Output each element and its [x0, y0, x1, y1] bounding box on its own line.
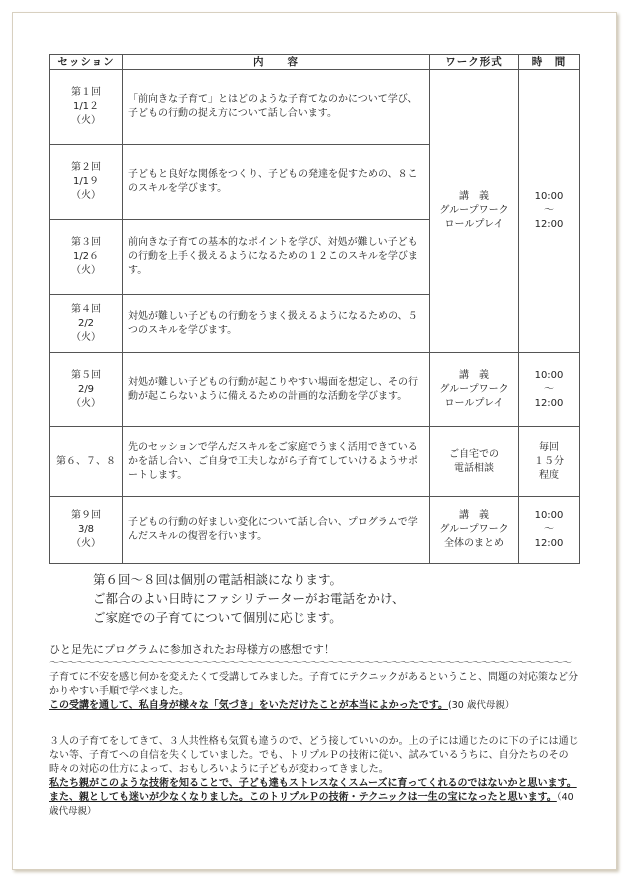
time-cell: 10:00 ～ 12:00 [519, 497, 580, 564]
testimonial-2-age: （40 歳代母親） [49, 792, 574, 817]
testimonial-1-emphasis: この受講を通して、私自身が様々な「気づき」をいただけたことが本当によかったです。 [49, 700, 448, 711]
header-work: ワーク形式 [430, 55, 519, 70]
session-cell: 第６、７、８ [50, 427, 123, 497]
content-cell: 対処が難しい子どもの行動が起こりやすい場面を想定し、その行動が起こらないように備えるための計画的な活動を学びます。 [123, 353, 430, 427]
content-cell: 前向きな子育ての基本的なポイントを学び、対処が難しい子どもの行動を上手く扱えるようになるための１２このスキルを学びます。 [123, 220, 430, 295]
testimonial-1 [49, 671, 584, 713]
table-row [50, 427, 580, 497]
header-content: 内 容 [123, 55, 430, 70]
content-cell: 先のセッションで学んだスキルをご家庭でうまく活用できているかを話し合い、ご自身で工夫しながら子育てしていけるようサポートします。 [123, 427, 430, 497]
work-format-cell: 講 義 グループワーク ロールプレイ [430, 353, 519, 427]
testimonials-heading: ひと足先にプログラムに参加されたお母様方の感想です！ [49, 643, 335, 656]
work-format-cell: ご自宅での 電話相談 [430, 427, 519, 497]
work-format-cell: 講 義 グループワーク ロールプレイ [430, 70, 519, 353]
session-cell: 第１回 1/1２ （火） [50, 70, 123, 145]
phone-consultation-notice: 第６回～８回は個別の電話相談になります。 ご都合のよい日時にファシリテーターがお電話をかけ、 ご家庭での子育てについて個別に応じます。 [93, 572, 405, 625]
header-session: セッション [50, 55, 123, 70]
session-cell: 第５回 2/9 （火） [50, 353, 123, 427]
content-cell: 「前向きな子育て」とはどのような子育てなのかについて学び、子どもの行動の捉え方について話し合います。 [123, 70, 430, 145]
testimonial-2 [49, 735, 584, 819]
session-cell: 第４回 2/2 （火） [50, 295, 123, 353]
testimonials-section [49, 643, 584, 819]
schedule-table [49, 54, 580, 564]
session-cell: 第２回 1/1９ （火） [50, 145, 123, 220]
session-cell: 第９回 3/8 （火） [50, 497, 123, 564]
time-cell: 毎回 １５分 程度 [519, 427, 580, 497]
table-row [50, 70, 580, 145]
session-cell: 第３回 1/2６ （火） [50, 220, 123, 295]
table-header-row [50, 55, 580, 70]
testimonial-1-age: (30 歳代母親） [448, 700, 515, 711]
header-time: 時 間 [519, 55, 580, 70]
testimonial-2-text: ３人の子育てをしてきて、３人共性格も気質も違うので、どう接していいのか。上の子には通じたのに下の子には通じない等、子育てへの自信を失くしていました。でも、トリプルＰの技術に従い、試みているうちに、自分たちのその時々の対応の仕方によって、おもしろいように子どもが変わってきました。 [49, 736, 579, 775]
table-row [50, 353, 580, 427]
testimonial-2-emphasis: 私たち親がこのような技術を知ることで、子ども達もストレスなくスムーズに育ってくれるのではないかと思います。また、親としても迷いが少なくなりました。このトリプルＰの技術・テクニックは一生の宝になったと思います。 [49, 778, 577, 803]
content-cell: 対処が難しい子どもの行動をうまく扱えるようになるための、５つのスキルを学びます。 [123, 295, 430, 353]
time-cell: 10:00 ～ 12:00 [519, 353, 580, 427]
testimonial-1-text: 子育てに不安を感じ何かを変えたくて受講してみました。子育てにテクニックがあるということ、問題の対応策など分かりやすい手順で学べました。 [49, 672, 578, 697]
time-cell: 10:00 ～ 12:00 [519, 70, 580, 353]
content-cell: 子どもと良好な関係をつくり、子どもの発達を促すための、８このスキルを学びます。 [123, 145, 430, 220]
content-cell: 子どもの行動の好ましい変化について話し合い、プログラムで学んだスキルの復習を行います。 [123, 497, 430, 564]
wave-divider: ～～～～～～～～～～～～～～～～～～～～～～～～～～～～～～～～～～～～～～～～～～～～～～～～～～～～～～～～～～ [49, 658, 571, 669]
work-format-cell: 講 義 グループワーク 全体のまとめ [430, 497, 519, 564]
document-page [12, 12, 617, 870]
table-row [50, 497, 580, 564]
